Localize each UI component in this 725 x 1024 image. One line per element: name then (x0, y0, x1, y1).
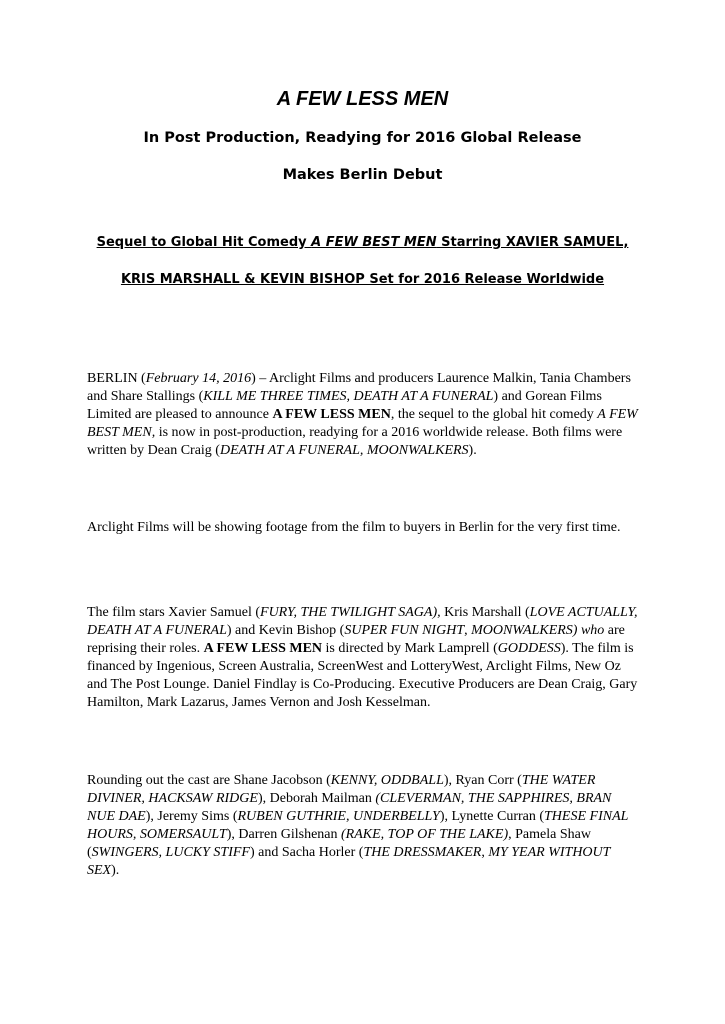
headline-film-title: A FEW BEST MEN (311, 235, 437, 250)
subtitle-post-production: In Post Production, Readying for 2016 Global Release (143, 130, 582, 146)
headline-sequel (0, 235, 725, 250)
document-title: A FEW LESS MEN (276, 88, 449, 110)
headline-text: Sequel to Global Hit Comedy (96, 235, 312, 250)
paragraph-supporting-cast: Rounding out the cast are Shane Jacobson (KENNY, ODDBALL), Ryan Corr (THE WATER DIVINER, HACKSAW RIDGE), Deborah Mailman (CLEVERMAN, THE SAPPHIRES, BRAN NUE DAE), Jeremy Sims (RUBEN GUTHRIE, UNDERBELLY), Lynette Curran (THESE FINAL HOURS, SOMERSAULT), Darren Gilshenan (RAKE, TOP OF THE LAKE), Pamela Shaw (SWINGERS, LUCKY STIFF) and Sacha Horler (THE DRESSMAKER, MY YEAR WITHOUT SEX). (87, 773, 629, 878)
headline-cast-release: KRIS MARSHALL & KEVIN BISHOP Set for 2016 Release Worldwide (120, 272, 605, 287)
headline-text: Starring XAVIER SAMUEL, (436, 235, 629, 250)
paragraph-announcement: BERLIN (February 14, 2016) – Arclight Films and producers Laurence Malkin, Tania Chambers and Share Stallings (KILL ME THREE TIMES, DEATH AT A FUNERAL) and Gorean Films Limited are pleased to announce A FEW LESS MEN, the sequel to the global hit comedy A FEW BEST MEN, is now in post-production, readying for a 2016 worldwide release. Both films were written by Dean Craig (DEATH AT A FUNERAL, MOONWALKERS). (87, 371, 638, 458)
paragraph-cast-and-crew: The film stars Xavier Samuel (FURY, THE TWILIGHT SAGA), Kris Marshall (LOVE ACTUALLY, DEATH AT A FUNERAL) and Kevin Bishop (SUPER FUN NIGHT, MOONWALKERS) who are reprising their roles. A FEW LESS MEN is directed by Mark Lamprell (GODDESS). The film is financed by Ingenious, Screen Australia, ScreenWest and LotteryWest, Arclight Films, New Oz and The Post Lounge. Daniel Findlay is Co-Producing. Executive Producers are Dean Craig, Gary Hamilton, Mark Lazarus, James Vernon and Josh Kesselman. (87, 605, 638, 710)
subtitle-berlin-debut: Makes Berlin Debut (282, 167, 443, 183)
paragraph-berlin-footage: Arclight Films will be showing footage from the film to buyers in Berlin for the very first time. (87, 520, 621, 535)
